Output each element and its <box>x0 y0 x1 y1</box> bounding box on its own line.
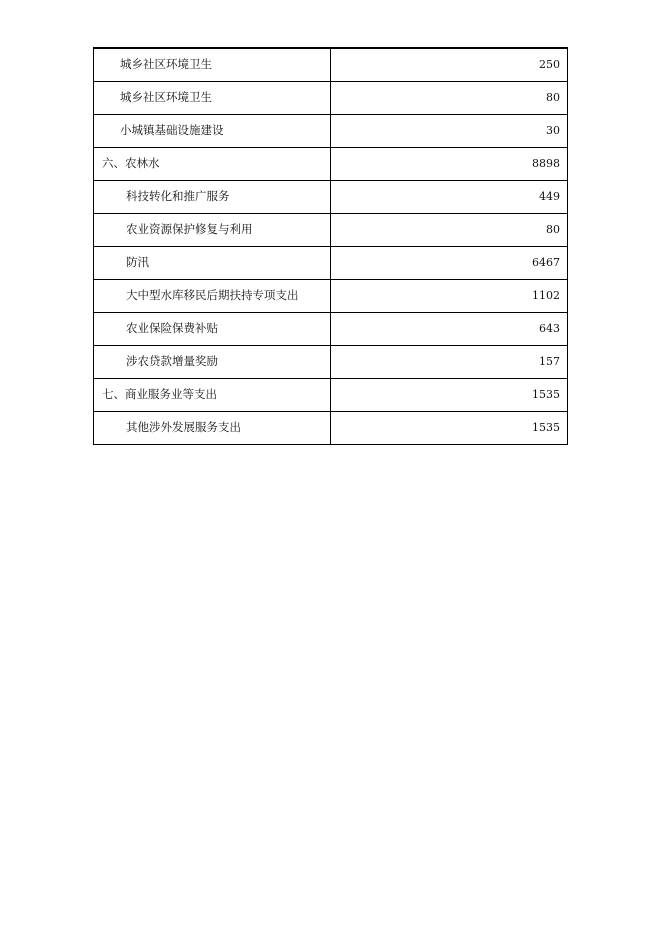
table-row <box>94 213 568 246</box>
table-row <box>94 48 568 81</box>
row-label: 农业保险保费补贴 <box>94 312 331 345</box>
row-label: 大中型水库移民后期扶持专项支出 <box>94 279 331 312</box>
row-label: 城乡社区环境卫生 <box>94 48 331 81</box>
row-value: 250 <box>331 48 568 81</box>
row-value: 1102 <box>331 279 568 312</box>
table-row <box>94 378 568 411</box>
row-value: 449 <box>331 180 568 213</box>
row-label: 防汛 <box>94 246 331 279</box>
row-value: 80 <box>331 81 568 114</box>
row-label: 七、商业服务业等支出 <box>94 378 331 411</box>
budget-table <box>93 47 568 445</box>
table-row <box>94 312 568 345</box>
row-value: 30 <box>331 114 568 147</box>
row-label: 城乡社区环境卫生 <box>94 81 331 114</box>
row-value: 643 <box>331 312 568 345</box>
row-label: 小城镇基础设施建设 <box>94 114 331 147</box>
table-row <box>94 345 568 378</box>
row-label: 农业资源保护修复与利用 <box>94 213 331 246</box>
table-row <box>94 279 568 312</box>
table-row <box>94 180 568 213</box>
row-value: 157 <box>331 345 568 378</box>
row-value: 6467 <box>331 246 568 279</box>
row-value: 80 <box>331 213 568 246</box>
row-value: 8898 <box>331 147 568 180</box>
table-row <box>94 246 568 279</box>
row-label: 其他涉外发展服务支出 <box>94 411 331 444</box>
table-row <box>94 147 568 180</box>
row-label: 科技转化和推广服务 <box>94 180 331 213</box>
table-row <box>94 114 568 147</box>
table-row <box>94 411 568 444</box>
row-label: 六、农林水 <box>94 147 331 180</box>
row-value: 1535 <box>331 378 568 411</box>
table-row <box>94 81 568 114</box>
row-value: 1535 <box>331 411 568 444</box>
row-label: 涉农贷款增量奖励 <box>94 345 331 378</box>
